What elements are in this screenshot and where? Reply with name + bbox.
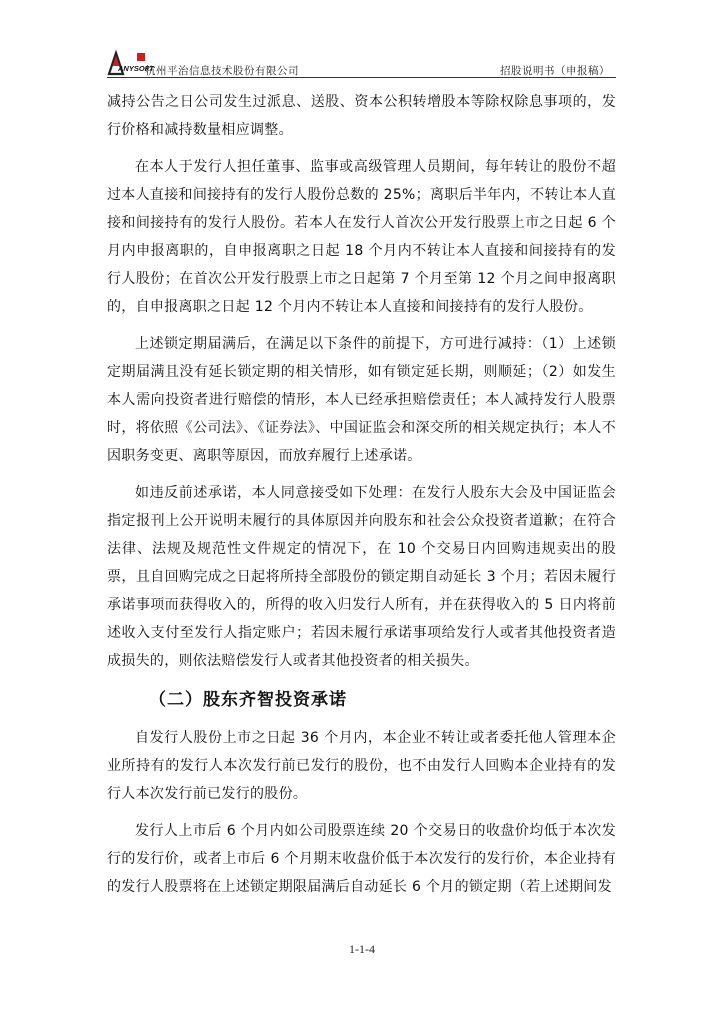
page-header (107, 46, 616, 78)
paragraph-share-transfer-limit: 在本人于发行人担任董事、监事或高级管理人员期间，每年转让的股份不超过本人直接和间接持有的发行人股份总数的 25%；离职后半年内，不转让本人直接和间接持有的发行人股份。若本人在发行人首次公开发行股票上市之日起 6 个月内申报离职的，自申报离职之日起 18 个月内不转让本人直接和间接持有的发行人股份；在首次公开发行股票上市之日起第 7 个月至第 12 个月之间申报离职的，自申报离职之日起 12 个月内不转让本人直接和间接持有的发行人股份。 (107, 159, 616, 315)
company-logo (107, 50, 154, 76)
document-body (107, 88, 616, 910)
paragraph-continuation: 减持公告之日公司发生过派息、送股、资本公积转增股本等除权除息事项的，发行价格和减持数量相应调整。 (107, 94, 616, 138)
page-number: 1-1-4 (349, 942, 375, 956)
paragraph-violation-handling: 如违反前述承诺，本人同意接受如下处理：在发行人股东大会及中国证监会指定报刊上公开说明未履行的具体原因并向股东和社会公众投资者道歉；在符合法律、法规及规范性文件规定的情况下，在 10 个交易日内回购违规卖出的股票，且自回购完成之日起将所持全部股份的锁定期自动延长 3 个月；若因未履行承诺事项而获得收入的，所得的收入归发行人所有，并在获得收入的 5 日内将前述收入支付至发行人指定账户；若因未履行承诺事项给发行人或者其他投资者造成损失的，则依法赔偿发行人或者其他投资者的相关损失。 (107, 485, 616, 669)
paragraph-lockup-extension: 发行人上市后 6 个月内如公司股票连续 20 个交易日的收盘价均低于本次发行的发行价，或者上市后 6 个月期末收盘价低于本次发行的发行价，本企业持有的发行人股票将在上述锁定期限届满后自动延长 6 个月的锁定期（若上述期间发 (107, 823, 616, 895)
paragraph-lockup-36-months: 自发行人股份上市之日起 36 个月内，本企业不转让或者委托他人管理本企业所持有的发行人本次发行前已发行的股份，也不由发行人回购本企业持有的发行人本次发行前已发行的股份。 (107, 730, 616, 802)
logo-text: ANYSOFT (118, 64, 154, 73)
section-heading: （二）股东齐智投资承诺 (149, 690, 347, 710)
header-document-type: 招股说明书（申报稿） (500, 65, 610, 77)
header-company-name: 杭州平治信息技术股份有限公司 (145, 65, 299, 77)
header-divider (107, 77, 616, 78)
paragraph-reduction-conditions: 上述锁定期届满后，在满足以下条件的前提下，方可进行减持：（1）上述锁定期届满且没有延长锁定期的相关情形，如有锁定延长期，则顺延；（2）如发生本人需向投资者进行赔偿的情形，本人已经承担赔偿责任；本人减持发行人股票时，将依照《公司法》、《证券法》、中国证监会和深交所的相关规定执行；本人不因职务变更、离职等原因，而放弃履行上述承诺。 (107, 336, 616, 464)
